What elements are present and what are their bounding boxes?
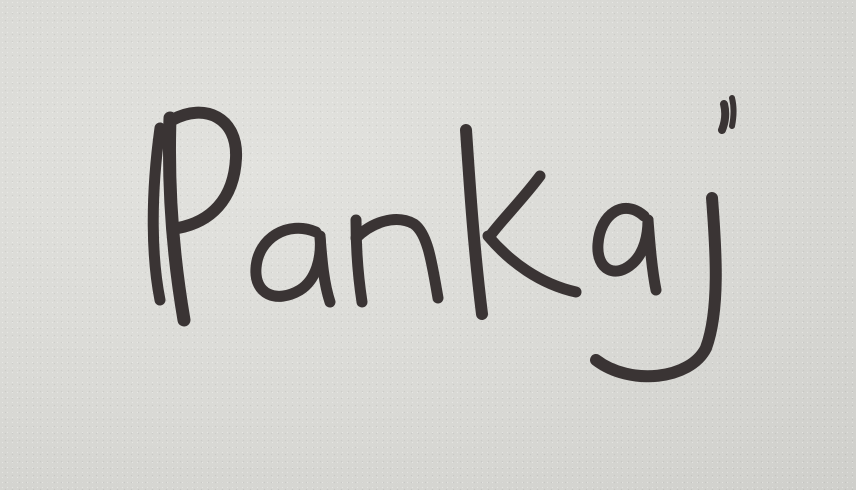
letter-k (466, 130, 576, 314)
letter-j (596, 98, 734, 376)
letter-a1 (256, 228, 330, 302)
letter-p (153, 113, 236, 320)
letter-n (356, 220, 438, 302)
letter-a2 (598, 208, 656, 290)
